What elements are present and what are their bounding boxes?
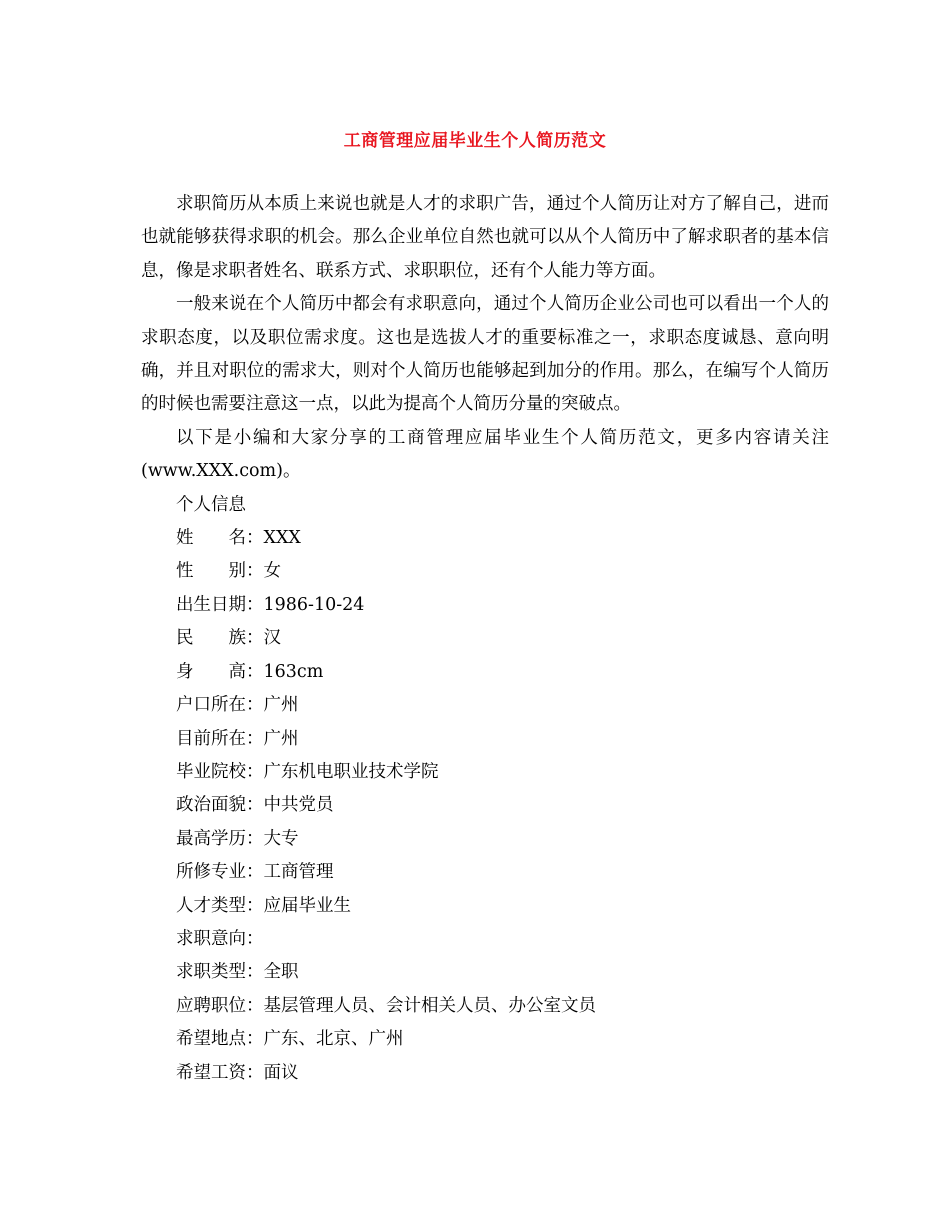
info-label: 应聘职位： bbox=[176, 995, 264, 1016]
document-title: 工商管理应届毕业生个人简历范文 bbox=[343, 131, 607, 151]
info-value: 全职 bbox=[263, 962, 299, 983]
intent-row-position bbox=[141, 990, 829, 1023]
info-row-talent-type bbox=[141, 890, 829, 923]
info-label: 毕业院校： bbox=[176, 761, 264, 782]
info-value: 广州 bbox=[263, 728, 299, 749]
intro-paragraph-3: 以下是小编和大家分享的工商管理应届毕业生个人简历范文，更多内容请关注(www.XXX.com)。 bbox=[141, 427, 829, 482]
info-row-gender bbox=[141, 555, 829, 588]
info-row-ethnicity bbox=[141, 622, 829, 655]
info-value: XXX bbox=[263, 528, 301, 549]
job-intention-heading: 求职意向： bbox=[176, 928, 264, 949]
info-label: 最高学历： bbox=[176, 828, 264, 849]
info-value: 基层管理人员、会计相关人员、办公室文员 bbox=[263, 995, 596, 1016]
info-label: 希望地点： bbox=[176, 1029, 264, 1050]
info-label: 目前所在： bbox=[176, 728, 264, 749]
info-value: 163cm bbox=[263, 661, 324, 682]
info-row-hukou bbox=[141, 689, 829, 722]
intro-paragraph-1: 求职简历从本质上来说也就是人才的求职广告，通过个人简历让对方了解自己，进而也就能够获得求职的机会。那么企业单位自然也就可以从个人简历中了解求职者的基本信息，像是求职者姓名、联系方式、求职职位，还有个人能力等方面。 bbox=[141, 194, 829, 281]
info-value: 广东机电职业技术学院 bbox=[263, 761, 439, 782]
info-label: 求职类型： bbox=[176, 962, 264, 983]
info-value: 大专 bbox=[263, 828, 299, 849]
intent-row-location bbox=[141, 1023, 829, 1056]
info-value: 汉 bbox=[263, 628, 281, 649]
info-row-political-status bbox=[141, 789, 829, 822]
info-row-name bbox=[141, 522, 829, 555]
info-label: 出生日期： bbox=[176, 594, 264, 615]
info-value: 广州 bbox=[263, 695, 299, 716]
intro-paragraph-2: 一般来说在个人简历中都会有求职意向，通过个人简历企业公司也可以看出一个人的求职态度，以及职位需求度。这也是选拔人才的重要标准之一，求职态度诚恳、意向明确，并且对职位的需求大，则对个人简历也能够起到加分的作用。那么，在编写个人简历的时候也需要注意这一点，以此为提高个人简历分量的突破点。 bbox=[141, 294, 829, 415]
info-label: 所修专业： bbox=[176, 862, 264, 883]
info-label: 姓 名： bbox=[176, 528, 264, 549]
info-row-school bbox=[141, 756, 829, 789]
intent-row-job-type bbox=[141, 956, 829, 989]
info-label: 人才类型： bbox=[176, 895, 264, 916]
info-value: 中共党员 bbox=[263, 795, 334, 816]
info-label: 户口所在： bbox=[176, 695, 264, 716]
info-row-birthdate bbox=[141, 589, 829, 622]
info-value: 女 bbox=[263, 561, 281, 582]
document-body bbox=[141, 188, 829, 1090]
info-row-height bbox=[141, 656, 829, 689]
intent-row-salary bbox=[141, 1057, 829, 1090]
info-label: 民 族： bbox=[176, 628, 264, 649]
info-row-current-location bbox=[141, 723, 829, 756]
info-label: 希望工资： bbox=[176, 1062, 264, 1083]
info-label: 政治面貌： bbox=[176, 795, 264, 816]
info-value: 1986-10-24 bbox=[263, 594, 365, 615]
info-value: 面议 bbox=[263, 1062, 299, 1083]
info-label: 身 高： bbox=[176, 661, 264, 682]
info-value: 应届毕业生 bbox=[263, 895, 351, 916]
personal-info-heading: 个人信息 bbox=[176, 494, 246, 515]
info-row-education bbox=[141, 823, 829, 856]
info-row-major bbox=[141, 856, 829, 889]
info-value: 广东、北京、广州 bbox=[263, 1029, 404, 1050]
info-label: 性 别： bbox=[176, 561, 264, 582]
info-value: 工商管理 bbox=[263, 862, 334, 883]
